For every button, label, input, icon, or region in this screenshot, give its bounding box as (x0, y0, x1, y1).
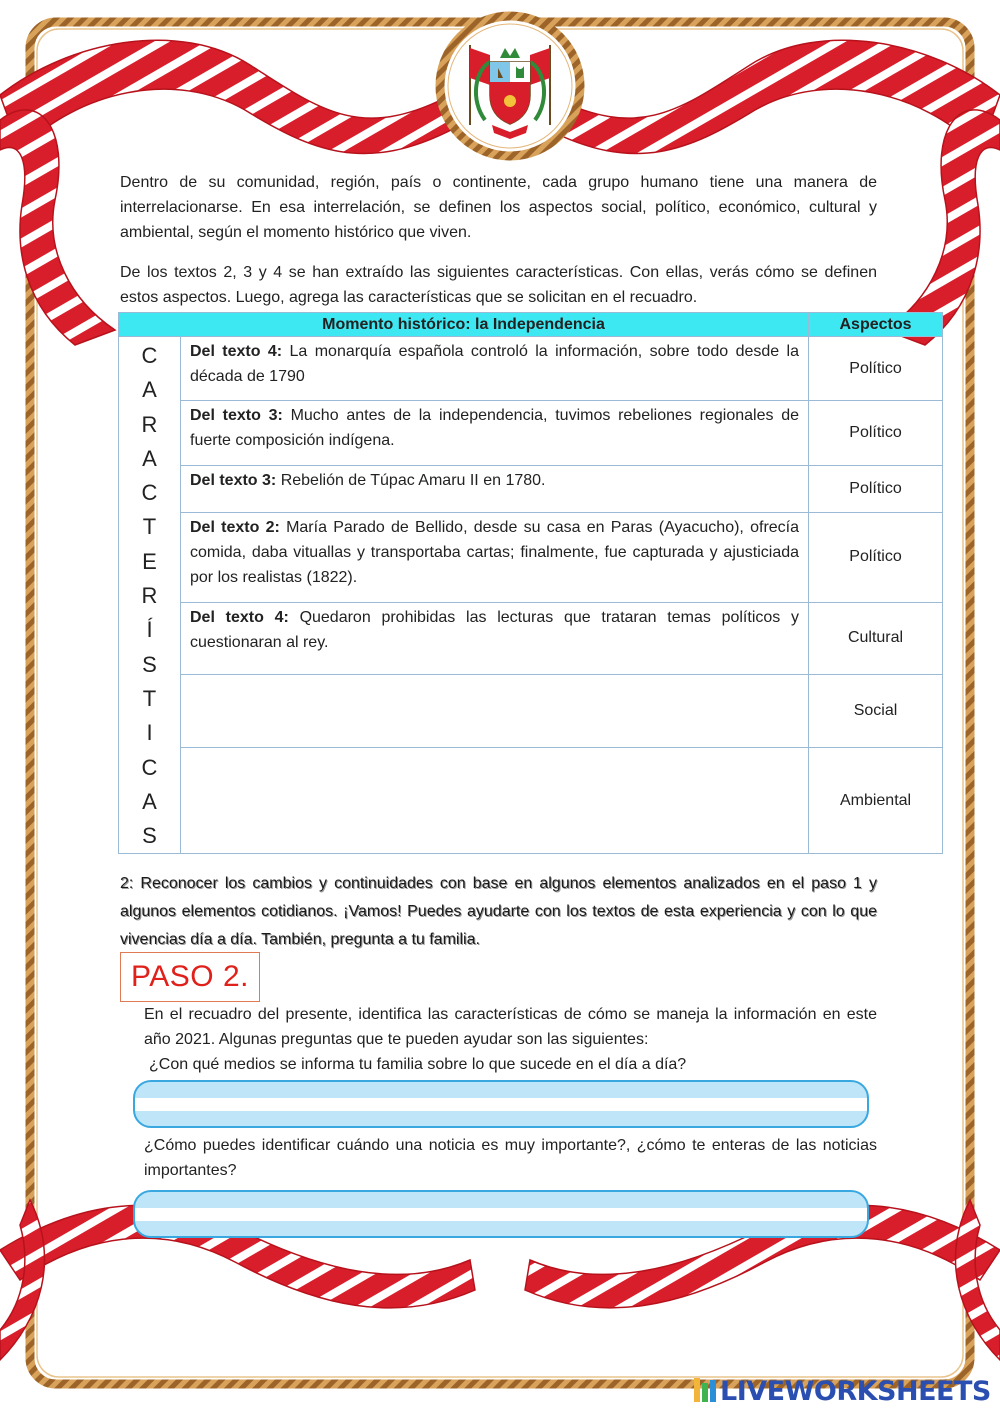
table-row (119, 675, 943, 747)
ribbon-top-left (0, 40, 455, 153)
paso-2-label: PASO 2. (120, 952, 260, 1002)
table-row (119, 401, 943, 465)
characteristic-text: María Parado de Bellido, desde su casa en Paras (Ayacucho), ofrecía comida, daba vituallas y transportaba cartas; finalmente, fue capturada y ajusticiada por los realistas (1822). (190, 519, 800, 587)
question-1: ¿Con qué medios se informa tu familia sobre lo que sucede en el día a día? (149, 1056, 687, 1073)
source-label: Del texto 2: (190, 519, 280, 537)
paso-2-paragraph: En el recuadro del presente, identifica las características de cómo se maneja la información en este año 2021. Algunas preguntas que te pueden ayudar son las siguientes: (144, 1006, 877, 1048)
table-row (119, 747, 943, 854)
aspect-cell: Político (809, 513, 943, 603)
intro-paragraph-2: De los textos 2, 3 y 4 se han extraído las siguientes características. Con ellas, verás cómo se definen estos aspectos. Luego, agrega las características que se solicitan en el recuadro. (120, 264, 877, 306)
vertical-letter: E (142, 548, 157, 574)
source-label: Del texto 4: (190, 608, 289, 626)
brand-text: LIVEWORKSHEETS (720, 1376, 991, 1407)
answer-input-2[interactable] (133, 1190, 869, 1238)
liveworksheets-logo (693, 1376, 993, 1410)
characteristic-cell (181, 337, 809, 401)
characteristic-cell (181, 513, 809, 603)
aspect-cell: Ambiental (809, 747, 943, 854)
characteristic-input-cell-social[interactable] (181, 675, 809, 747)
aspect-cell: Político (809, 401, 943, 465)
table-header-row (119, 313, 943, 337)
vertical-letter: R (141, 411, 158, 437)
table-row (119, 337, 943, 401)
characteristic-cell (181, 602, 809, 674)
source-label: Del texto 3: (190, 471, 277, 489)
source-label: Del texto 4: (190, 343, 283, 360)
vertical-letter: A (142, 788, 157, 814)
vertical-letter: C (141, 480, 158, 506)
vertical-letter: C (141, 343, 158, 368)
table-row (119, 602, 943, 674)
vertical-letter: T (142, 685, 157, 711)
vertical-letter: A (142, 445, 157, 471)
table-row (119, 513, 943, 603)
vertical-label-caracteristicas (119, 337, 181, 854)
characteristic-cell (181, 465, 809, 512)
characteristic-text: Rebelión de Túpac Amaru II en 1780. (280, 471, 546, 489)
aspect-cell: Cultural (809, 602, 943, 674)
characteristics-table (118, 312, 943, 854)
question-2: ¿Cómo puedes identificar cuándo una noticia es muy importante?, ¿cómo te enteras de las noticias importantes? (144, 1137, 877, 1179)
step2-instruction: 2: Reconocer los cambios y continuidades con base en algunos elementos analizados en el paso 1 y algunos elementos cotidianos. ¡Vamos! Puedes ayudarte con los textos de esta experiencia y con lo que vivencias día a día. También, pregunta a tu familia. (120, 875, 877, 948)
liveworksheets-icon (693, 1377, 717, 1403)
answer-input-1[interactable] (133, 1080, 869, 1128)
header-aspects: Aspectos (809, 313, 943, 337)
vertical-letter: I (146, 720, 153, 746)
coat-of-arms-emblem (440, 16, 580, 156)
aspect-cell: Político (809, 337, 943, 401)
source-label: Del texto 3: (190, 407, 283, 425)
vertical-letter: S (142, 651, 157, 677)
characteristic-cell (181, 401, 809, 465)
aspect-cell: Social (809, 675, 943, 747)
vertical-letter: C (141, 754, 158, 780)
header-historical-moment: Momento histórico: la Independencia (119, 313, 809, 337)
characteristic-text: Mucho antes de la independencia, tuvimos rebeliones regionales de fuerte composición indígena. (190, 407, 800, 450)
vertical-letter: Í (146, 617, 153, 643)
characteristic-text: Quedaron prohibidas las lecturas que trataran temas políticos y cuestionaran al rey. (190, 608, 800, 651)
vertical-letter: S (142, 823, 157, 849)
aspect-cell: Político (809, 465, 943, 512)
ribbon-top-right (545, 40, 1000, 153)
vertical-letter: A (142, 377, 157, 403)
vertical-letter: T (142, 514, 157, 540)
vertical-letter: R (141, 583, 158, 609)
characteristic-input-cell-ambiental[interactable] (181, 747, 809, 854)
intro-paragraph-1: Dentro de su comunidad, región, país o continente, cada grupo humano tiene una manera de interrelacionarse. En esa interrelación, se definen los aspectos social, político, económico, cultural y ambiental, según el momento histórico que viven. (120, 174, 877, 241)
characteristic-text: La monarquía española controló la información, sobre todo desde la década de 1790 (190, 343, 800, 385)
table-row (119, 465, 943, 512)
